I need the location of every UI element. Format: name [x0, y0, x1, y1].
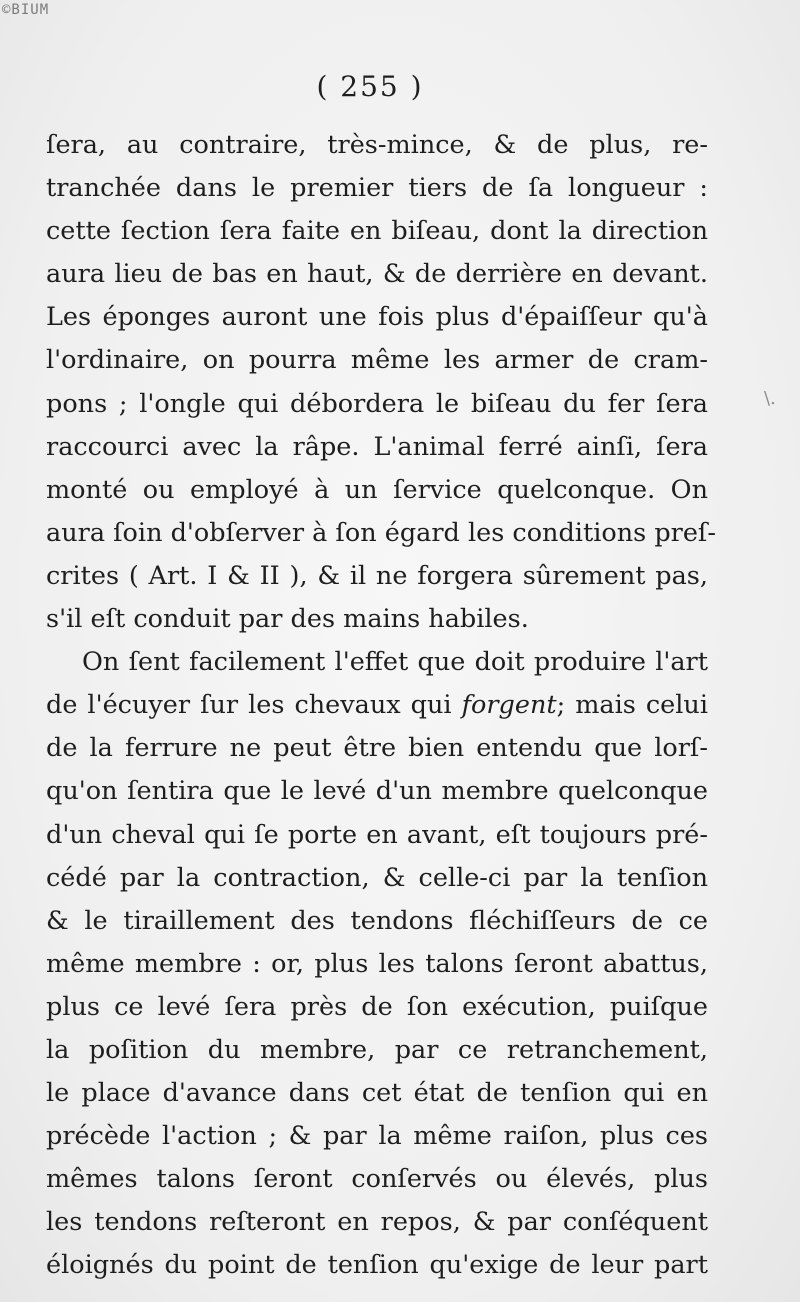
- text-line: d'un cheval qui ſe porte en avant, eſt toujours pré-: [46, 819, 708, 850]
- text-line: mêmes talons ſeront conſervés ou élevés, plus: [46, 1164, 708, 1195]
- text-line-start: de l'écuyer ſur les chevaux qui: [46, 690, 462, 721]
- text-line: raccourci avec la râpe. L'animal ferré ainſi, ſera: [46, 431, 708, 462]
- text-line: cédé par la contraction, & celle-ci par la tenſion: [46, 862, 708, 893]
- body-text: [46, 124, 716, 1288]
- text-line: tranchée dans le premier tiers de ſa longueur :: [46, 173, 708, 204]
- text-line: précède l'action ; & par la même raiſon, plus ces: [46, 1121, 708, 1152]
- watermark: ©BIUM: [2, 2, 50, 18]
- text-line: [46, 684, 708, 727]
- text-line: qu'on ſentira que le levé d'un membre quelconque: [46, 776, 708, 807]
- text-line: plus ce levé ſera près de ſon exécution, puiſque: [46, 991, 708, 1022]
- text-line: aura ſoin d'obſerver à ſon égard les conditions preſ-: [46, 517, 716, 548]
- text-line: On ſent facilement l'effet que doit produire l'art: [82, 647, 708, 678]
- text-line: pons ; l'ongle qui débordera le biſeau du fer ſera: [46, 388, 708, 419]
- text-line: les tendons reſteront en repos, & par conſéquent: [46, 1207, 708, 1238]
- text-line: monté ou employé à un ſervice quelconque. On: [46, 474, 708, 505]
- text-line: ſera, au contraire, très-mince, & de plus, re-: [46, 130, 708, 160]
- italic-word: forgent: [461, 690, 557, 721]
- text-line: cette ſection ſera faite en biſeau, dont la direction: [46, 216, 708, 247]
- text-line: & le tiraillement des tendons fléchiſſeurs de ce: [46, 905, 708, 936]
- page-number: ( 255 ): [316, 70, 424, 103]
- text-line: la poſition du membre, par ce retranchement,: [46, 1034, 708, 1065]
- text-line: le place d'avance dans cet état de tenſion qui en: [46, 1078, 708, 1109]
- text-line: éloignés du point de tenſion qu'exige de leur part: [46, 1250, 708, 1281]
- margin-mark: \.: [764, 388, 776, 409]
- text-line: de la ferrure ne peut être bien entendu que lorſ-: [46, 733, 708, 764]
- text-line: s'il eſt conduit par des mains habiles.: [46, 604, 529, 635]
- text-line: l'ordinaire, on pourra même les armer de cram-: [46, 345, 708, 376]
- text-line: crites ( Art. I & II ), & il ne forgera sûrement pas,: [46, 560, 708, 591]
- text-line: même membre : or, plus les talons ſeront abattus,: [46, 948, 708, 979]
- text-line: Les éponges auront une fois plus d'épaiſſeur qu'à: [46, 302, 708, 333]
- text-line-end: ; mais celui: [556, 690, 708, 721]
- text-line: aura lieu de bas en haut, & de derrière en devant.: [46, 259, 708, 290]
